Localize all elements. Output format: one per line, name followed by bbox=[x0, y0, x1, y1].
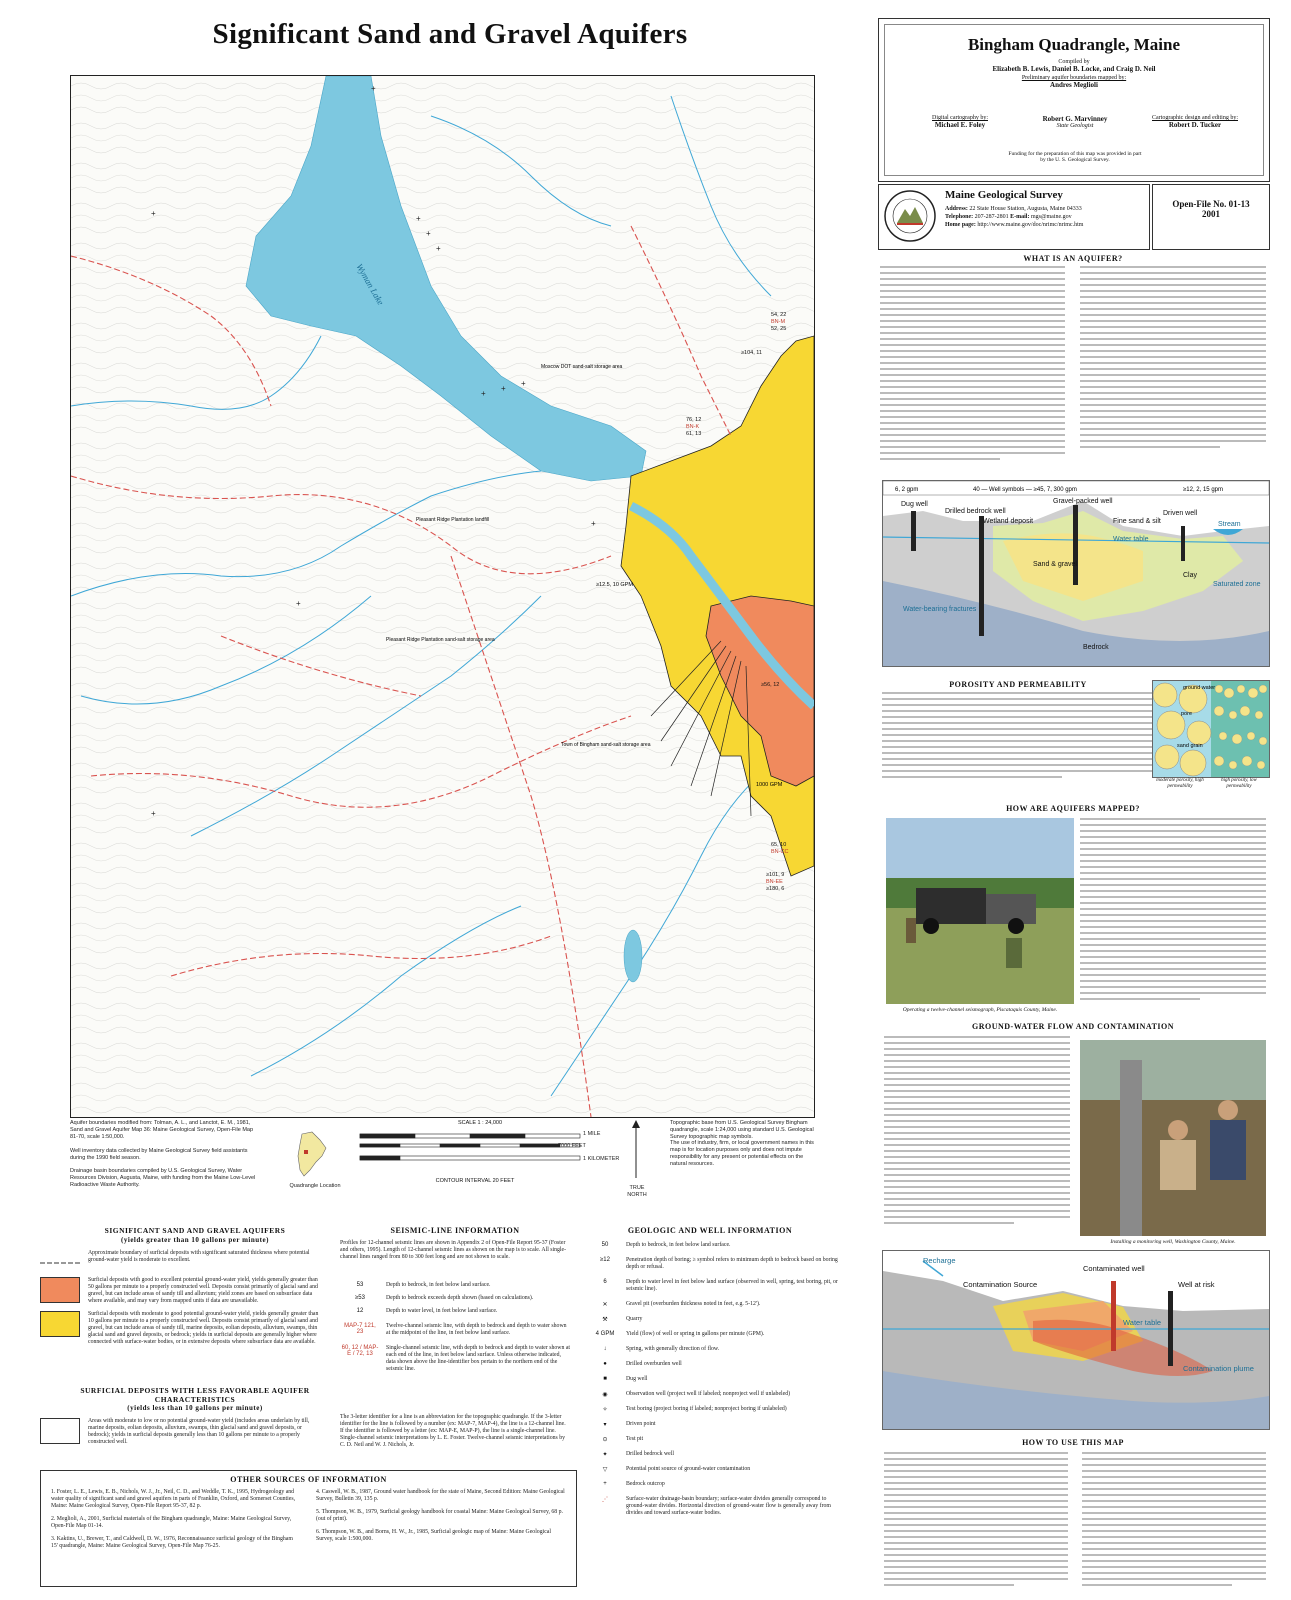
address: 22 State House Station, Augusta, Maine 04333 bbox=[969, 206, 1082, 212]
geo-text: Test pit bbox=[626, 1436, 644, 1442]
geo-text: Spring, with generally direction of flow. bbox=[626, 1346, 720, 1352]
section-porosity: POROSITY AND PERMEABILITY bbox=[949, 680, 1087, 689]
svg-text:+: + bbox=[521, 379, 526, 388]
driven-point-icon: ▾ bbox=[603, 1422, 607, 1428]
address-label: Address: bbox=[945, 206, 968, 212]
boundary-line-icon bbox=[40, 1250, 80, 1271]
drainage-divide-icon: ⋰ bbox=[602, 1497, 608, 1503]
label-water-table: Water table bbox=[1113, 536, 1149, 543]
scale-feet: 7000 FEET bbox=[558, 1143, 586, 1149]
geo-text: Drilled overburden well bbox=[626, 1361, 682, 1367]
funding-note: Funding for the preparation of this map was provided in part by the U. S. Geological Survey. bbox=[1008, 151, 1142, 163]
open-file-box bbox=[1152, 184, 1270, 250]
gravel-pit-icon: ✕ bbox=[602, 1302, 608, 1308]
svg-text:+: + bbox=[151, 809, 156, 818]
text-block-mapped bbox=[1080, 818, 1266, 1008]
geologic-head: GEOLOGIC AND WELL INFORMATION bbox=[627, 1226, 793, 1235]
aquifer-cross-section bbox=[882, 480, 1270, 667]
source-5: 5. Thompson, W. B., 1979, Surficial geology handbook for coastal Maine: Maine Geological Survey, 68 p. (out of print). bbox=[316, 1509, 563, 1522]
test-boring-icon: ✧ bbox=[602, 1407, 608, 1413]
svg-text:+: + bbox=[501, 384, 506, 393]
seismic-r5: Single-channel seismic line, with depth to bedrock and depth to water shown at each end of the line, in feet below land surface. Unless otherwise indicated, data shown above the line-identifier box pertain to the northern end of the seismic line. bbox=[386, 1345, 571, 1372]
geo-sym: 50 bbox=[601, 1242, 609, 1248]
maine-locator-map bbox=[290, 1130, 330, 1180]
seismic-r3: Depth to water level, in feet below land surface. bbox=[386, 1308, 498, 1314]
legend-less-favorable bbox=[40, 1418, 320, 1446]
well-note: Well inventory data collected by Maine Geological Survey field assistants during the 1990 field season. bbox=[70, 1148, 248, 1161]
yellow-swatch bbox=[40, 1311, 80, 1337]
geologist-title: State Geologist bbox=[1056, 123, 1094, 129]
label-gpm3: 1000 GPM bbox=[756, 782, 783, 788]
well-label: ≥56, 12 bbox=[761, 682, 780, 688]
label-saturated: Saturated zone bbox=[1213, 581, 1261, 588]
email-link[interactable]: mgs@maine.gov bbox=[1030, 214, 1072, 220]
well-label: ≥104, 11 bbox=[741, 350, 762, 356]
svg-text:+: + bbox=[436, 244, 441, 253]
seismic-r1: Depth to bedrock, in feet below land surface. bbox=[386, 1282, 491, 1288]
label-plume: Contamination plume bbox=[1183, 1364, 1254, 1373]
geo-text: Drilled bedrock well bbox=[626, 1451, 674, 1457]
quad-location: Quadrangle Location bbox=[289, 1183, 341, 1189]
label-storage1: Moscow DOT sand-salt storage area bbox=[541, 364, 623, 370]
geo-text: Depth to bedrock, in feet below land surface. bbox=[626, 1242, 731, 1248]
geo-text: Test boring (project boring if labeled; nonproject boring if unlabeled) bbox=[626, 1406, 787, 1412]
seismic-sym-1: 53 bbox=[356, 1282, 364, 1288]
legend-c: ≥12, 2, 15 gpm bbox=[1183, 487, 1223, 493]
aquifer-map[interactable] bbox=[70, 75, 815, 1118]
label-wyman-lake: Wyman Lake bbox=[354, 262, 386, 307]
well-id: BN-CC bbox=[771, 849, 789, 855]
label-landfill: Pleasant Ridge Plantation landfill bbox=[416, 517, 490, 523]
seismic-sym-5: 60, 12 / MAP-E / 72, 13 bbox=[341, 1345, 379, 1357]
scale-mile: 1 MILE bbox=[583, 1131, 601, 1137]
photo-monitoring-well bbox=[1080, 1040, 1266, 1236]
seismic-r4: Twelve-channel seismic line, with depth to bedrock and depth to water shown at the midpoint of the line, in feet below land surface. bbox=[386, 1323, 567, 1336]
legend-yellow: Surficial deposits with moderate to good potential ground-water yield, yields generally greater than 10 gallons per minute to a properly constructed well. Deposits consist primarily of glacial sand and gravel, but can include areas of sandy till, marine deposits, eolian deposits, alluvium, swamps, thin glacial sand and gravel deposits, or bedrock; yields in surficial deposits are generally higher where connected with surface-water bodies, or in extensive deposits where subsurface data are available. bbox=[88, 1311, 319, 1345]
photo-seismograph bbox=[886, 818, 1074, 1004]
phone: 207-287-2801 bbox=[974, 214, 1009, 220]
text-block-use bbox=[884, 1452, 1266, 1592]
label-bedrock: Bedrock bbox=[1083, 644, 1109, 651]
home-label: Home page: bbox=[945, 222, 976, 228]
geo-sym: ≥12 bbox=[600, 1257, 610, 1263]
seismic-head: SEISMIC-LINE INFORMATION bbox=[390, 1226, 520, 1235]
section-flow: GROUND-WATER FLOW AND CONTAMINATION bbox=[971, 1022, 1175, 1031]
legend-boundary: Approximate boundary of surficial deposits with significant saturated thickness where potential ground-water yield is moderate to excellent. bbox=[88, 1250, 310, 1263]
source-6: 6. Thompson, W. B., and Borns, H. W., Jr., 1985, Surficial geologic map of Maine: Maine Geological Survey, scale 1:500,000. bbox=[316, 1529, 551, 1542]
orange-swatch bbox=[40, 1277, 80, 1303]
well-id: BN-EE bbox=[766, 879, 783, 885]
use-note: The use of industry, firm, or local government names in this map is for location purposes only and does not impute responsibility for any present or potential effects on the natural resources. bbox=[670, 1140, 814, 1167]
carto-label: Cartographic design and editing by: bbox=[1152, 115, 1238, 121]
label-recharge: Recharge bbox=[923, 1256, 956, 1265]
geo-sym: 4 GPM bbox=[595, 1331, 615, 1337]
home-link[interactable]: http://www.maine.gov/doc/nrimc/nrimc.htm bbox=[977, 222, 1084, 228]
white-swatch bbox=[40, 1418, 80, 1444]
drilled-overburden-well-icon: ● bbox=[603, 1361, 607, 1367]
label-contamination-source: Contamination Source bbox=[963, 1280, 1038, 1289]
seismic-legend bbox=[340, 1282, 570, 1381]
prelim-name: Andres Meglioli bbox=[1050, 81, 1098, 89]
legend-a: 6, 2 gpm bbox=[895, 487, 919, 493]
other-sources-head: OTHER SOURCES OF INFORMATION bbox=[230, 1475, 387, 1484]
geo-text: Penetration depth of boring; ≥ symbol refers to minimum depth to bedrock based on boring depth or refusal. bbox=[626, 1257, 838, 1270]
well-label: 52, 25 bbox=[771, 326, 787, 332]
caption-photo2: Installing a monitoring well, Washington County, Maine. bbox=[1110, 1239, 1236, 1245]
seismic-intro: Profiles for 12-channel seismic lines are shown in Appendix 2 of Open-File Report 95-37 (Foster and others, 1995). Length of 12-channel seismic lines as shown on the map is to scale. All single-channel lines ranged from 80 to 300 feet long and are not shown to scale. bbox=[340, 1240, 567, 1260]
digital-label: Digital cartography by: bbox=[932, 115, 988, 121]
seismic-r2: Depth to bedrock exceeds depth shown (based on calculations). bbox=[386, 1295, 534, 1301]
authors: Elizabeth B. Lewis, Daniel B. Locke, and Craig D. Neil bbox=[992, 65, 1156, 73]
drilled-bedrock-well-icon: ✦ bbox=[602, 1452, 608, 1458]
section-use: HOW TO USE THIS MAP bbox=[1022, 1438, 1124, 1447]
svg-text:+: + bbox=[481, 389, 486, 398]
svg-text:+: + bbox=[416, 214, 421, 223]
boundary-note: Aquifer boundaries modified from: Tolman, A. L., and Lanctot, E. M., 1981, Sand and Gravel Aquifer Map 36: Maine Geological Survey, Open-File Map 81-70, scale 1:50,000. bbox=[70, 1120, 254, 1140]
source-1: 1. Foster, L. E., Lewis, E. B., Nichols, W. J., Jr., Neil, C. D., and Weddle, T. K., 1995, Hydrogeology and water quality of significant sand and gravel aquifers in parts of Franklin, Oxford, and Somerset Counties, Maine: Maine Geological Survey, Open-File Report 95-37, 82 p. bbox=[51, 1489, 296, 1509]
geo-text: Gravel pit (overburden thickness noted in feet, e.g. 5-12'). bbox=[626, 1301, 761, 1307]
map-title: Significant Sand and Gravel Aquifers bbox=[212, 18, 688, 50]
source-4: 4. Caswell, W. B., 1987, Ground water handbook for the state of Maine, Second Edition: Maine Geological Survey, Bulletin 39, 135 p. bbox=[316, 1489, 565, 1502]
svg-text:+: + bbox=[296, 599, 301, 608]
agency-name: Maine Geological Survey bbox=[945, 189, 1063, 201]
geo-text: Depth to water level in feet below land surface (observed in well, spring, test boring, pit, or seismic line). bbox=[626, 1279, 838, 1292]
label-stream: Stream bbox=[1218, 521, 1241, 528]
label-storage3: Town of Bingham sand-salt storage area bbox=[561, 742, 651, 748]
label-clay: Clay bbox=[1183, 572, 1198, 579]
dug-well-icon: ■ bbox=[603, 1376, 607, 1382]
geo-text: Dug well bbox=[626, 1376, 648, 1382]
other-sources-box bbox=[40, 1470, 577, 1587]
drainage-note: Drainage basin boundaries compiled by U.S. Geological Survey, Water Resources Division, Augusta, Maine, with funding from the Maine Low-Level Radioactive Waste Authority. bbox=[70, 1168, 256, 1188]
scale-bar bbox=[350, 1130, 590, 1170]
geo-text: Potential point source of ground-water contamination bbox=[626, 1466, 751, 1472]
geo-text: Driven point bbox=[626, 1421, 656, 1427]
seismic-note: The 3-letter identifier for a line is an abbreviation for the topographic quadrangle. If the 3-letter identifier for the line is followed by a number (ex: MAP-7, MAP-4), the line is a 12-channel line. If the identifier is followed by a letter (ex: MAP-E, MAP-P), the line is a single-channel line. Single-channel seismic interpretations by L. E. Foster. Twelve-channel seismic interpretations by C. D. Neil and W. J. Nichols, Jr. bbox=[340, 1414, 566, 1448]
map-canvas bbox=[71, 76, 814, 1117]
section-what: WHAT IS AN AQUIFER? bbox=[1023, 254, 1123, 263]
well-label: 65, 10 bbox=[771, 842, 787, 848]
well-label: 61, 13 bbox=[686, 431, 702, 437]
label-wetland: Wetland deposit bbox=[983, 518, 1034, 525]
geo-text: Surface-water drainage-basin boundary; surface-water divides generally correspond to ground-water divides. Horizontal direction of ground-water flow is generally away from divides and toward surface-water bodies. bbox=[626, 1496, 831, 1516]
contamination-diagram bbox=[882, 1250, 1270, 1430]
legend-white: Areas with moderate to low or no potential ground-water yield (includes areas underlain by till, marine deposits, eolian deposits, alluvium, swamps, thin glacial sand and gravel deposits, or bedrock); yields in surficial deposits generally less than 10 gallons per minute to a properly constructed well. bbox=[88, 1418, 310, 1445]
svg-text:+: + bbox=[426, 229, 431, 238]
label-ground-water: ground water bbox=[1183, 685, 1216, 691]
well-label: 54, 22 bbox=[771, 312, 787, 318]
label-contaminated-well: Contaminated well bbox=[1083, 1264, 1145, 1273]
legend-head2: SURFICIAL DEPOSITS WITH LESS FAVORABLE AQUIFER CHARACTERISTICS bbox=[80, 1386, 310, 1404]
caption-moderate-porosity: moderate porosity, high permeability bbox=[1156, 778, 1204, 789]
legend-head1: SIGNIFICANT SAND AND GRAVEL AQUIFERS bbox=[104, 1226, 286, 1235]
caption-photo1: Operating a twelve-channel seismograph, Piscataquis County, Maine. bbox=[902, 1007, 1058, 1013]
observation-well-icon: ◉ bbox=[602, 1392, 608, 1398]
quadrangle-title: Bingham Quadrangle, Maine bbox=[967, 35, 1181, 54]
credits-box bbox=[878, 18, 1270, 182]
label-gravel-packed: Gravel-packed well bbox=[1053, 498, 1113, 505]
geo-text: Yield (flow) of well or spring in gallons per minute (GPM). bbox=[626, 1331, 765, 1337]
seismic-sym-3: 12 bbox=[356, 1308, 364, 1314]
prelim-label: Preliminary aquifer boundaries mapped by: bbox=[1021, 75, 1127, 81]
text-block-what bbox=[880, 266, 1266, 476]
well-label: ≥180, 6 bbox=[766, 886, 785, 892]
label-sand-gravel: Sand & gravel bbox=[1033, 561, 1077, 568]
geologic-legend bbox=[590, 1242, 840, 1592]
label-water-table-2: Water table bbox=[1123, 1318, 1162, 1327]
label-fine-sand: Fine sand & silt bbox=[1113, 518, 1161, 525]
caption-high-porosity: high porosity, low permeability bbox=[1221, 778, 1257, 789]
seismic-sym-4: MAP-7 121, 23 bbox=[344, 1323, 376, 1335]
label-drilled-well: Drilled bedrock well bbox=[945, 508, 1006, 515]
true-north: TRUE NORTH bbox=[627, 1185, 647, 1198]
north-arrow-icon bbox=[630, 1120, 642, 1180]
phone-label: Telephone: bbox=[945, 214, 974, 220]
geo-sym: 6 bbox=[603, 1279, 607, 1285]
well-id: BN-K bbox=[686, 424, 700, 430]
svg-text:+: + bbox=[591, 519, 596, 528]
open-file-year: 2001 bbox=[1202, 209, 1220, 219]
source-2: 2. Meglioli, A., 2001, Surficial materials of the Bingham quadrangle, Maine: Maine Geological Survey, Open-File Map 01-14. bbox=[51, 1516, 292, 1529]
carto-name: Robert D. Tucker bbox=[1168, 121, 1222, 129]
outcrop-icon: + bbox=[603, 1481, 607, 1487]
compiled-by: Compiled by bbox=[1058, 59, 1090, 65]
test-pit-icon: ⊙ bbox=[602, 1437, 608, 1443]
label-well-at-risk: Well at risk bbox=[1178, 1280, 1215, 1289]
spring-icon: ↓ bbox=[603, 1346, 607, 1352]
source-3: 3. Kaktins, U., Brewer, T., and Caldwell, D. W., 1976, Reconnaissance surficial geology of the Bingham 15' quadrangle, Maine: Maine Geological Survey, Open-File Map 76-25. bbox=[51, 1536, 293, 1549]
well-id: BN-M bbox=[771, 319, 786, 325]
svg-text:+: + bbox=[151, 209, 156, 218]
contamination-source-icon: ▽ bbox=[602, 1467, 608, 1473]
geo-text: Observation well (project well if labeled; nonproject well if unlabeled) bbox=[626, 1391, 791, 1397]
contour-interval: CONTOUR INTERVAL 20 FEET bbox=[435, 1178, 515, 1184]
well-label: 76, 12 bbox=[686, 417, 702, 423]
seismic-sym-2: ≥53 bbox=[355, 1295, 365, 1301]
text-block-porosity bbox=[882, 692, 1152, 792]
quarry-icon: ⚒ bbox=[602, 1317, 608, 1323]
topo-note: Topographic base from U.S. Geological Survey Bingham quadrangle, scale 1:24,000 using standard U.S. Geological Survey topographic map symbols. bbox=[670, 1120, 814, 1140]
legend-aquifers bbox=[40, 1250, 320, 1352]
geo-text: Bedrock outcrop bbox=[626, 1481, 665, 1487]
svg-text:+: + bbox=[371, 84, 376, 93]
open-file-number: Open-File No. 01-13 bbox=[1172, 199, 1250, 209]
agency-box bbox=[878, 184, 1150, 250]
mgs-seal-icon bbox=[883, 189, 937, 243]
geologist-name: Robert G. Marvinney bbox=[1042, 115, 1108, 123]
legend-head2b: (yields less than 10 gallons per minute) bbox=[127, 1404, 263, 1412]
geo-text: Quarry bbox=[626, 1316, 643, 1322]
legend-orange: Surficial deposits with good to excellent potential ground-water yield, yields generally greater than 50 gallons per minute to a properly constructed well. Deposits consist primarily of glacial sand and gravel, but can include areas of sandy till and alluvium; yield zones are based on subsurface data where available, and may vary from mapped units if data are unavailable. bbox=[88, 1277, 318, 1304]
legend-head1b: (yields greater than 10 gallons per minute) bbox=[121, 1236, 269, 1244]
label-dug-well: Dug well bbox=[901, 501, 928, 508]
label-sand-grain: sand grain bbox=[1177, 743, 1203, 749]
scale-km: 1 KILOMETER bbox=[583, 1156, 620, 1162]
digital-name: Michael E. Foley bbox=[934, 121, 986, 129]
text-block-flow bbox=[884, 1036, 1070, 1236]
label-fractures: Water-bearing fractures bbox=[903, 606, 977, 613]
email-label: E-mail: bbox=[1010, 214, 1030, 220]
legend-b: 40 — Well symbols — ≥45, 7, 300 gpm bbox=[973, 487, 1077, 493]
pond bbox=[624, 930, 642, 982]
label-gpm1: ≥12.5, 10 GPM bbox=[596, 582, 633, 588]
label-pore: pore bbox=[1181, 711, 1193, 717]
scale-label: SCALE 1 : 24,000 bbox=[457, 1120, 503, 1126]
section-mapped: HOW ARE AQUIFERS MAPPED? bbox=[1006, 804, 1140, 813]
label-driven-well: Driven well bbox=[1163, 510, 1198, 517]
well-label: ≥101, 9 bbox=[766, 872, 785, 878]
label-storage2: Pleasant Ridge Plantation sand-salt storage area bbox=[386, 637, 495, 643]
porosity-diagram bbox=[1152, 680, 1270, 778]
